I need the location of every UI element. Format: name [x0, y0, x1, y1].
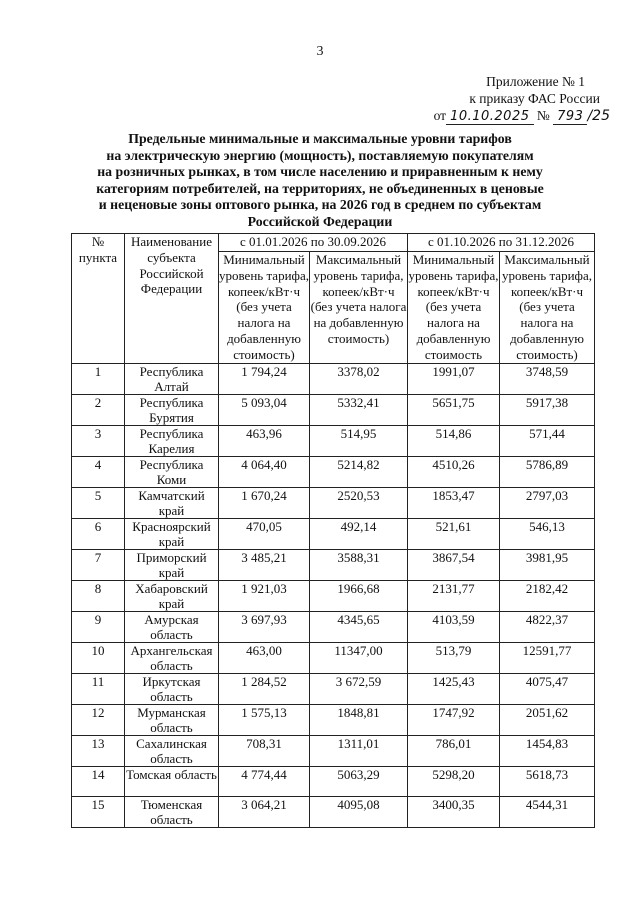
min-tariff-period-2: 3867,54: [408, 549, 500, 580]
min-tariff-period-2: 514,86: [408, 425, 500, 456]
table-row: [72, 518, 595, 549]
min-tariff-period-2: 1853,47: [408, 487, 500, 518]
table-row: [72, 363, 595, 394]
row-number: 8: [72, 580, 125, 611]
min-tariff-period-1: 1 284,52: [219, 673, 310, 704]
row-number: 13: [72, 735, 125, 766]
table-row: [72, 549, 595, 580]
max-tariff-period-2: 571,44: [500, 425, 595, 456]
page-number: 3: [316, 44, 324, 59]
max-tariff-period-1: 3588,31: [310, 549, 408, 580]
title-line: Предельные минимальные и максимальные уровни тарифов: [128, 131, 512, 146]
row-number: 1: [72, 363, 125, 394]
min-tariff-period-1: 470,05: [219, 518, 310, 549]
max-tariff-period-2: 4822,37: [500, 611, 595, 642]
max-tariff-period-1: 4345,65: [310, 611, 408, 642]
min-tariff-period-2: 4103,59: [408, 611, 500, 642]
max-tariff-period-1: 2520,53: [310, 487, 408, 518]
min-tariff-period-2: 513,79: [408, 642, 500, 673]
max-tariff-period-2: 12591,77: [500, 642, 595, 673]
row-number: 14: [72, 766, 125, 797]
title-line: на розничных рынках, в том числе населению и приравненным к нему: [97, 164, 543, 179]
table-row: [72, 456, 595, 487]
max-tariff-period-2: 4075,47: [500, 673, 595, 704]
document-title: [60, 131, 580, 230]
row-number: 11: [72, 673, 125, 704]
row-number: 3: [72, 425, 125, 456]
appendix-title: Приложение № 1: [486, 74, 585, 89]
region-name: Республика Алтай: [125, 363, 219, 394]
row-number: 6: [72, 518, 125, 549]
min-tariff-period-2: 1747,92: [408, 704, 500, 735]
min-tariff-period-2: 786,01: [408, 735, 500, 766]
min-tariff-period-2: 1425,43: [408, 673, 500, 704]
table-row: [72, 735, 595, 766]
handwritten-number-suffix: /25: [587, 108, 610, 124]
max-tariff-period-2: 2797,03: [500, 487, 595, 518]
row-number: 9: [72, 611, 125, 642]
min-tariff-period-1: 1 575,13: [219, 704, 310, 735]
table-row: [72, 766, 595, 797]
min-tariff-period-1: 3 064,21: [219, 797, 310, 828]
region-name: Архангельская область: [125, 642, 219, 673]
header-number: № пункта: [72, 234, 125, 364]
max-tariff-period-1: 4095,08: [310, 797, 408, 828]
order-date-number: [418, 107, 618, 125]
title-line: на электрическую энергию (мощность), поставляемую покупателям: [106, 147, 534, 163]
header-min-tariff-period-1: Минимальный уровень тарифа, копеек/кВт·ч (без учета налога на добавленную стоимость): [219, 252, 309, 362]
table-row: [72, 704, 595, 735]
min-tariff-period-2: 521,61: [408, 518, 500, 549]
max-tariff-period-1: 11347,00: [310, 642, 408, 673]
table-row: [72, 425, 595, 456]
max-tariff-period-2: 5917,38: [500, 394, 595, 425]
table-row: [72, 797, 595, 828]
header-period-2: с 01.10.2026 по 31.12.2026: [408, 234, 595, 252]
min-tariff-period-1: 3 485,21: [219, 549, 310, 580]
region-name: Амурская область: [125, 611, 219, 642]
max-tariff-period-1: 5214,82: [310, 456, 408, 487]
row-number: 7: [72, 549, 125, 580]
min-tariff-period-1: 5 093,04: [219, 394, 310, 425]
max-tariff-period-2: 5786,89: [500, 456, 595, 487]
min-tariff-period-1: 1 670,24: [219, 487, 310, 518]
min-tariff-period-1: 463,00: [219, 642, 310, 673]
header-max-tariff-period-1: Максимальный уровень тарифа, копеек/кВт·ч (без учета налога на добавленную стоимость): [310, 252, 408, 364]
max-tariff-period-2: 3981,95: [500, 549, 595, 580]
region-name: Красноярский край: [125, 518, 219, 549]
max-tariff-period-1: 1848,81: [310, 704, 408, 735]
region-name: Приморский край: [125, 549, 219, 580]
row-number: 2: [72, 394, 125, 425]
handwritten-date: 10.10.2025: [446, 109, 533, 125]
max-tariff-period-1: 1311,01: [310, 735, 408, 766]
min-tariff-period-2: 5651,75: [408, 394, 500, 425]
region-name: Тюменская область: [125, 797, 219, 828]
table-row: [72, 611, 595, 642]
appendix-reference: [418, 73, 618, 125]
min-tariff-period-1: 4 774,44: [219, 766, 310, 797]
min-tariff-period-2: 5298,20: [408, 766, 500, 797]
min-tariff-period-2: 3400,35: [408, 797, 500, 828]
table-row: [72, 580, 595, 611]
appendix-order: к приказу ФАС России: [469, 91, 600, 106]
title-line: категориям потребителей, на территориях, не объединенных в ценовые: [96, 180, 544, 196]
table-row: [72, 673, 595, 704]
header-max-tariff-period-2: Максимальный уровень тарифа, копеек/кВт·ч (без учета налога на добавленную стоимость): [500, 252, 595, 364]
region-name: Республика Карелия: [125, 425, 219, 456]
region-name: Сахалинская область: [125, 735, 219, 766]
max-tariff-period-2: 5618,73: [500, 766, 595, 797]
header-region-name: Наименование субъекта Российской Федерации: [125, 234, 219, 364]
row-number: 12: [72, 704, 125, 735]
table-row: [72, 394, 595, 425]
max-tariff-period-1: 3378,02: [310, 363, 408, 394]
row-number: 5: [72, 487, 125, 518]
number-label: №: [536, 108, 550, 123]
region-name: Мурманская область: [125, 704, 219, 735]
max-tariff-period-1: 514,95: [310, 425, 408, 456]
max-tariff-period-2: 1454,83: [500, 735, 595, 766]
min-tariff-period-1: 463,96: [219, 425, 310, 456]
min-tariff-period-2: 2131,77: [408, 580, 500, 611]
row-number: 4: [72, 456, 125, 487]
table-row: [72, 642, 595, 673]
max-tariff-period-1: 492,14: [310, 518, 408, 549]
region-name: Томская область: [125, 766, 219, 797]
min-tariff-period-1: 708,31: [219, 735, 310, 766]
max-tariff-period-2: 4544,31: [500, 797, 595, 828]
max-tariff-period-2: 3748,59: [500, 363, 595, 394]
min-tariff-period-1: 4 064,40: [219, 456, 310, 487]
row-number: 15: [72, 797, 125, 828]
title-line: и неценовые зоны оптового рынка, на 2026 год в среднем по субъектам: [98, 197, 542, 212]
min-tariff-period-2: 1991,07: [408, 363, 500, 394]
region-name: Республика Коми: [125, 456, 219, 487]
max-tariff-period-1: 5332,41: [310, 394, 408, 425]
header-period-1: с 01.01.2026 по 30.09.2026: [219, 234, 408, 252]
min-tariff-period-1: 1 794,24: [219, 363, 310, 394]
min-tariff-period-2: 4510,26: [408, 456, 500, 487]
max-tariff-period-2: 546,13: [500, 518, 595, 549]
min-tariff-period-1: 3 697,93: [219, 611, 310, 642]
region-name: Иркутская область: [125, 673, 219, 704]
table-row: [72, 487, 595, 518]
max-tariff-period-2: 2051,62: [500, 704, 595, 735]
min-tariff-period-1: 1 921,03: [219, 580, 310, 611]
max-tariff-period-1: 3 672,59: [310, 673, 408, 704]
tariff-table: [71, 233, 595, 828]
row-number: 10: [72, 642, 125, 673]
max-tariff-period-1: 1966,68: [310, 580, 408, 611]
title-line: Российской Федерации: [247, 213, 393, 229]
max-tariff-period-2: 2182,42: [500, 580, 595, 611]
max-tariff-period-1: 5063,29: [310, 766, 408, 797]
header-min-tariff-period-2: Минимальный уровень тарифа, копеек/кВт·ч (без учета налога на добавленную стоимость: [408, 252, 499, 362]
from-label: от: [433, 108, 447, 123]
region-name: Хабаровский край: [125, 580, 219, 611]
region-name: Камчатский край: [125, 487, 219, 518]
handwritten-number: 793: [553, 109, 587, 125]
region-name: Республика Бурятия: [125, 394, 219, 425]
